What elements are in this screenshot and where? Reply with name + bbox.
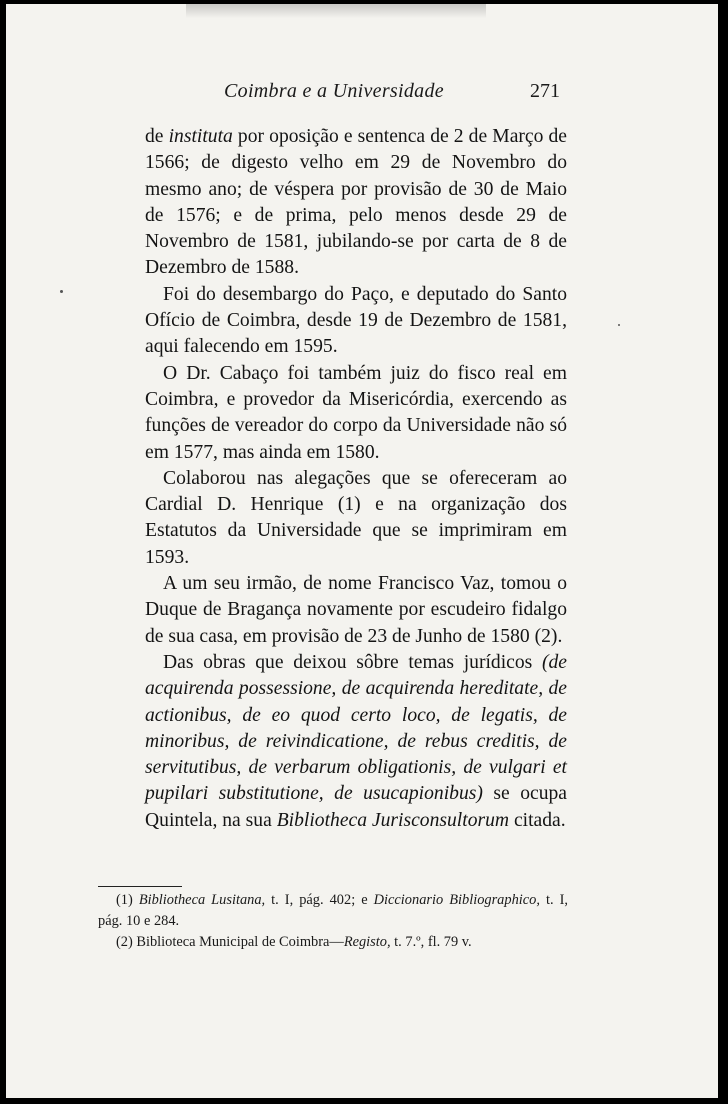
paragraph-6 [145, 650, 567, 834]
footnote-1-italic-b: Diccionario Bibliographico, [373, 892, 540, 908]
p5-text-a: A um seu irmão, de nome Francisco Vaz, tomou o Duque de Bragança novamente por escudeiro fidalgo de sua casa, em provisão de 23 de Junho de 1580 [145, 573, 567, 647]
p6-italic-bibliotheca: Bibliotheca Jurisconsultorum [276, 809, 510, 831]
p6-italic-works-list: (de acquirenda possessione, de acquirenda hereditate, de actionibus, de eo quod certo loco, de legatis, de minoribus, de reivindicatione, de rebus creditis, de servitutibus, de verbarum obligationis, de vulgari et pupilari substitutione, de usucapionibus) [145, 651, 567, 805]
p1-italic-instituta: instituta [168, 126, 233, 147]
body-text [145, 124, 567, 834]
p4-text-a: Colaborou nas alegações que se ofereceram ao Cardial D. Henrique [145, 467, 567, 516]
running-header [6, 80, 718, 110]
footnote-2-italic: Registo, [343, 934, 391, 950]
footnote-ref-2: (2) [534, 625, 558, 647]
paragraph-5 [145, 571, 567, 650]
running-title: Coimbra e a Universidade [224, 80, 444, 102]
footnote-1-text-c: t. I, pág. 402; e [265, 892, 374, 908]
p4-text-b: e na organização dos Estatutos da Universidade que se imprimiram em 1593. [145, 494, 567, 568]
paragraph-3: O Dr. Cabaço foi também juiz do fisco real em Coimbra, e provedor da Misericórdia, exercendo as funções de vereador do corpo da Universidade não só em 1577, mas ainda em 1580. [145, 362, 567, 463]
p6-text-c: se ocupa Quintela, na sua [145, 783, 567, 831]
footnote-1-text-e: t. I, pág. 10 e 284. [98, 892, 568, 929]
footnote-ref-1: (1) [337, 494, 361, 516]
book-page [6, 4, 718, 1098]
scan-speck [60, 290, 63, 293]
paragraph-2: Foi do desembargo do Paço, e deputado do Santo Ofício de Coimbra, desde 19 de Dezembro de 1581, aqui falecendo em 1595. [145, 283, 567, 358]
paragraph-4 [145, 466, 567, 571]
footnote-2-text-c: t. 7.º, fl. 79 v. [390, 934, 472, 950]
p6-text-e: citada. [509, 809, 566, 831]
scan-speck [618, 324, 620, 326]
footnote-1-italic-a: Bibliotheca Lusitana, [138, 892, 266, 908]
footnote-1-mark: (1) [116, 892, 133, 908]
paragraph-1 [145, 124, 567, 282]
footnote-2-mark: (2) [116, 934, 133, 950]
p1-text-c: por oposição e sentenca de 2 de Março de 1566; de digesto velho em 29 de Novembro do mesmo ano; de véspera por provisão de 30 de Maio de 1576; e de prima, pelo menos desde 29 de Novembro de 1581, jubilando-se por carta de 8 de Dezembro de 1588. [145, 126, 567, 279]
p5-text-b: . [557, 625, 563, 647]
footnote-1 [98, 890, 568, 932]
footnote-2 [98, 932, 568, 953]
footnote-divider [98, 886, 182, 887]
p6-text-a: Das obras que deixou sôbre temas jurídicos [163, 651, 542, 673]
footnote-2-text-a: Biblioteca Municipal de Coimbra— [132, 934, 344, 950]
page-number: 271 [530, 80, 560, 102]
scan-shadow [186, 4, 486, 18]
footnotes [98, 890, 568, 953]
p1-text-a: de [145, 126, 169, 147]
